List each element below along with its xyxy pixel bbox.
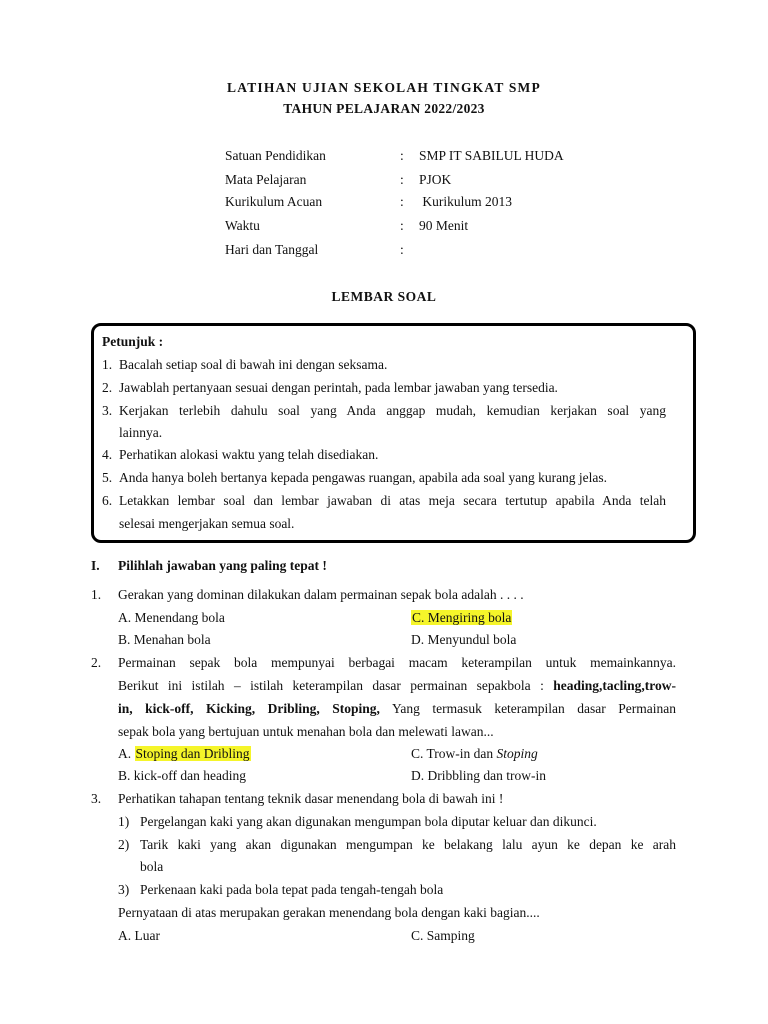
question-number: 3. xyxy=(91,791,102,806)
section-number: I. xyxy=(91,558,100,573)
question-text xyxy=(118,701,676,717)
instruction-number: 1. xyxy=(102,357,113,372)
option-c xyxy=(411,610,512,626)
identity-colon: : xyxy=(400,242,404,257)
instruction-text: Bacalah setiap soal di bawah ini dengan seksama. xyxy=(119,357,388,372)
option-d: D. Dribbling dan trow-in xyxy=(411,768,546,783)
identity-value: 90 Menit xyxy=(419,218,469,233)
question-number: 1. xyxy=(91,587,102,602)
instruction-number: 3. xyxy=(102,403,113,418)
step-text: bola xyxy=(140,859,164,874)
identity-label: Hari dan Tanggal xyxy=(225,242,319,257)
instructions-heading: Petunjuk : xyxy=(102,334,164,349)
section-title: Pilihlah jawaban yang paling tepat ! xyxy=(118,558,327,573)
question-text xyxy=(118,678,676,694)
option-b: B. Menahan bola xyxy=(118,632,211,647)
step-number: 1) xyxy=(118,814,130,829)
document-title: LATIHAN UJIAN SEKOLAH TINGKAT SMP xyxy=(227,80,541,95)
question-text: Gerakan yang dominan dilakukan dalam permainan sepak bola adalah . . . . xyxy=(118,587,524,602)
instruction-text: Anda hanya boleh bertanya kepada pengawas ruangan, apabila ada soal yang kurang jelas. xyxy=(119,470,608,485)
option-b: B. kick-off dan heading xyxy=(118,768,246,783)
highlighted-answer: C. Mengiring bola xyxy=(412,610,512,625)
school-year: TAHUN PELAJARAN 2022/2023 xyxy=(283,101,485,116)
question-text-bold: in, kick-off, Kicking, Dribling, Stoping, xyxy=(118,701,380,716)
option-italic: Stoping xyxy=(496,746,538,761)
identity-colon: : xyxy=(400,218,404,233)
question-text-bold: heading,tacling,trow- xyxy=(553,678,676,693)
option-d: D. Menyundul bola xyxy=(411,632,517,647)
question-number: 2. xyxy=(91,655,102,670)
instruction-text: Perhatikan alokasi waktu yang telah disediakan. xyxy=(119,447,379,462)
option-prefix: C. Trow-in dan xyxy=(411,746,497,761)
step-text: Pergelangan kaki yang akan digunakan mengumpan bola diputar keluar dan dikunci. xyxy=(140,814,597,829)
step-text: Perkenaan kaki pada bola tepat pada tengah-tengah bola xyxy=(140,882,444,897)
instruction-text: Kerjakan terlebih dahulu soal yang Anda anggap mudah, kemudian kerjakan soal yang xyxy=(119,403,666,418)
identity-value: PJOK xyxy=(419,172,452,187)
sheet-title: LEMBAR SOAL xyxy=(331,289,437,304)
instruction-text: lainnya. xyxy=(119,425,163,440)
identity-label: Mata Pelajaran xyxy=(225,172,307,187)
question-text-part: Berikut ini istilah – istilah keterampilan dasar permainan sepakbola : xyxy=(118,678,554,693)
option-a: A. Menendang bola xyxy=(118,610,225,625)
highlighted-answer: Stoping dan Dribling xyxy=(135,746,250,761)
instruction-number: 6. xyxy=(102,493,113,508)
identity-value: Kurikulum 2013 xyxy=(419,194,512,209)
option-a: A. Luar xyxy=(118,928,160,943)
instruction-number: 5. xyxy=(102,470,113,485)
identity-label: Kurikulum Acuan xyxy=(225,194,323,209)
instruction-text: Letakkan lembar soal dan lembar jawaban di atas meja secara tertutup apabila Anda telah xyxy=(119,493,666,508)
question-statement: Pernyataan di atas merupakan gerakan menendang bola dengan kaki bagian.... xyxy=(118,905,540,920)
instruction-number: 2. xyxy=(102,380,113,395)
question-text: Perhatikan tahapan tentang teknik dasar menendang bola di bawah ini ! xyxy=(118,791,504,806)
identity-label: Satuan Pendidikan xyxy=(225,148,326,163)
identity-colon: : xyxy=(400,148,404,163)
option-a xyxy=(118,746,251,762)
step-number: 2) xyxy=(118,837,130,852)
option-c xyxy=(411,746,538,762)
step-text: Tarik kaki yang akan digunakan mengumpan ke belakang lalu ayun ke depan ke arah xyxy=(140,837,676,852)
question-text: Permainan sepak bola mempunyai berbagai macam keterampilan untuk memainkannya. xyxy=(118,655,676,670)
instruction-text: selesai mengerjakan semua soal. xyxy=(119,516,295,531)
identity-colon: : xyxy=(400,194,404,209)
question-text-part: Yang termasuk keterampilan dasar Permainan xyxy=(379,701,677,716)
option-prefix: A. xyxy=(118,746,135,761)
instruction-text: Jawablah pertanyaan sesuai dengan perintah, pada lembar jawaban yang tersedia. xyxy=(119,380,558,395)
step-number: 3) xyxy=(118,882,130,897)
question-text: sepak bola yang bertujuan untuk menahan bola dan melewati lawan... xyxy=(118,724,494,739)
identity-label: Waktu xyxy=(225,218,260,233)
identity-value: SMP IT SABILUL HUDA xyxy=(419,148,564,163)
instruction-number: 4. xyxy=(102,447,113,462)
instructions-box xyxy=(91,323,696,543)
option-c: C. Samping xyxy=(411,928,475,943)
identity-colon: : xyxy=(400,172,404,187)
